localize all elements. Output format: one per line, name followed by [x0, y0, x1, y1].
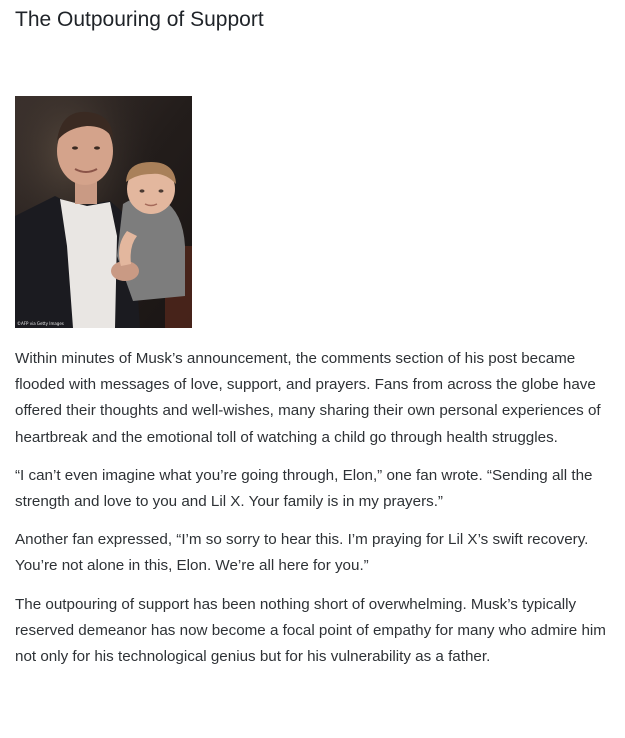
- paragraph: Within minutes of Musk’s announcement, the comments section of his post became flooded with messages of love, support, and prayers. Fans from across the globe have offered their thoughts and well-wishes, many sharing their own personal experiences of heartbreak and the emotional toll of watching a child go through health struggles.: [15, 350, 601, 446]
- photo-credit: ©AFP via Getty Images: [17, 321, 64, 326]
- photo-illustration: [15, 96, 192, 328]
- paragraph: “I can’t even imagine what you’re going through, Elon,” one fan wrote. “Sending all the strength and love to you and Lil X. Your family is in my prayers.”: [15, 466, 593, 511]
- section-heading: The Outpouring of Support: [15, 8, 264, 31]
- article-photo: [15, 96, 192, 328]
- paragraph: Another fan expressed, “I’m so sorry to hear this. I’m praying for Lil X’s swift recovery. You’re not alone in this, Elon. We’re all here for you.”: [15, 531, 589, 575]
- paragraph: The outpouring of support has been nothing short of overwhelming. Musk’s typically reserved demeanor has now become a focal point of empathy for many who admire him not only for his technological genius but for his vulnerability as a father.: [15, 595, 606, 666]
- article-body: [15, 346, 619, 682]
